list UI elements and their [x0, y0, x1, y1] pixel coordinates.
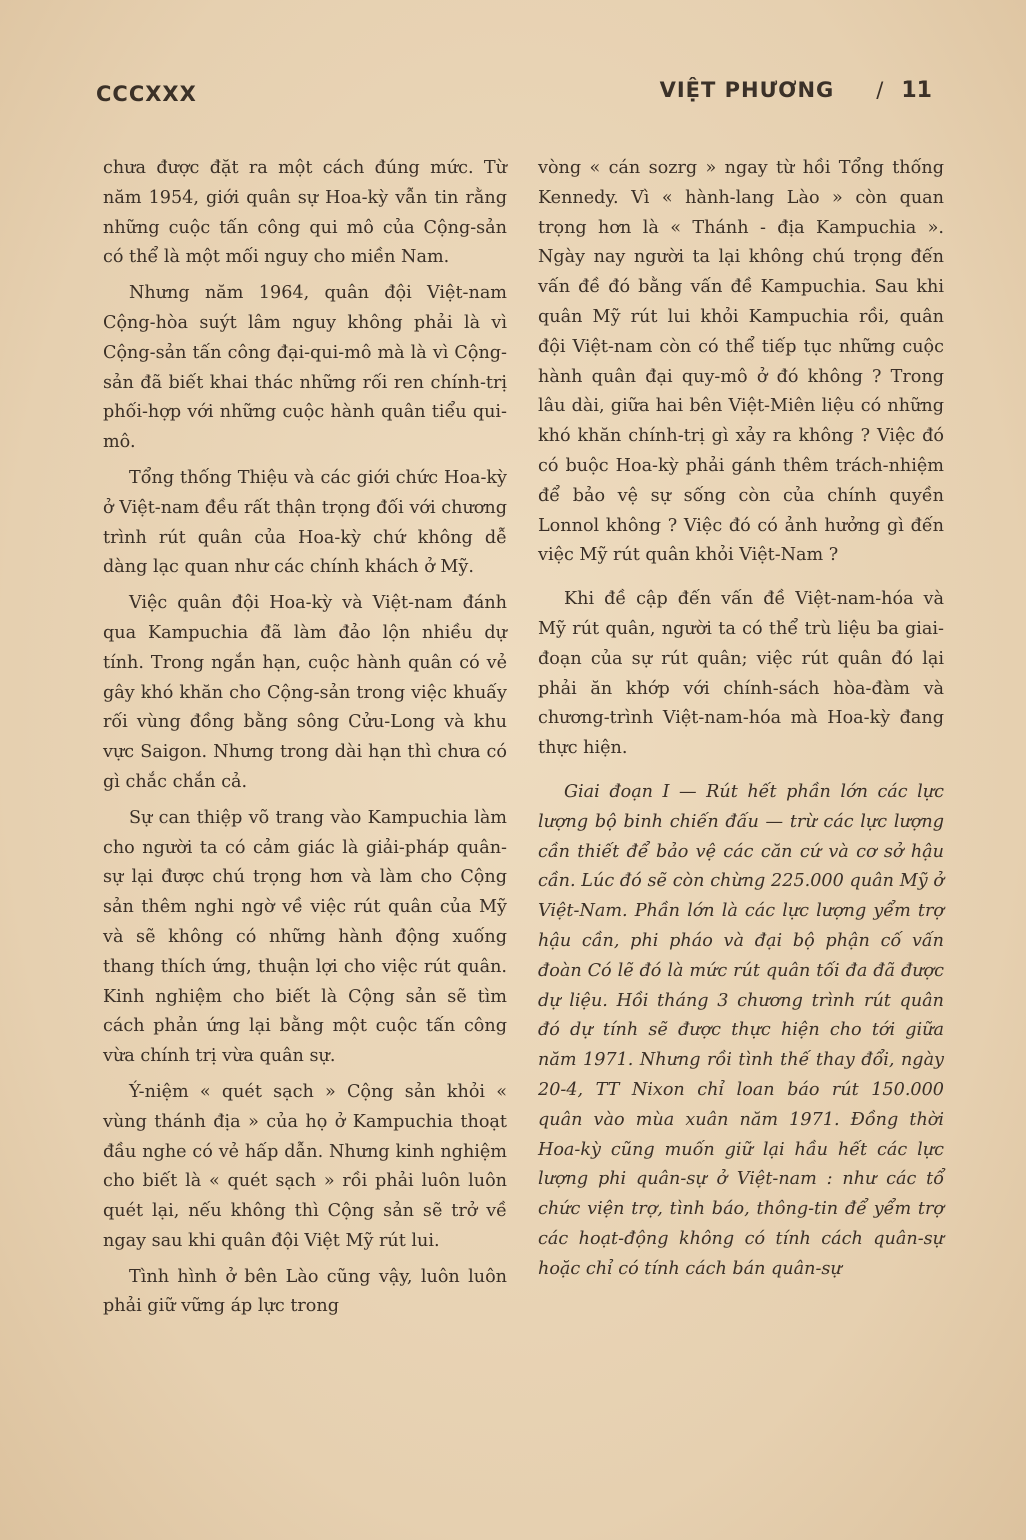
paragraph: Khi đề cập đến vấn đề Việt-nam-hóa và Mỹ rút quân, người ta có thể trù liệu ba giai-đoạn của sự rút quân; việc rút quân đó lại phải ăn khớp với chính-sách hòa-đàm và chương-trình Việt-nam-hóa mà Hoa-kỳ đang thực hiện.: [538, 589, 944, 759]
header-right: [660, 78, 932, 103]
right-column: [538, 154, 944, 1290]
paragraph: chưa được đặt ra một cách đúng mức. Từ năm 1954, giới quân sự Hoa-kỳ vẫn tin rằng những cuộc tấn công qui mô của Cộng-sản có thể là một mối nguy cho miền Nam.: [103, 158, 507, 268]
page-number: 11: [901, 78, 932, 103]
paragraph: Việc quân đội Hoa-kỳ và Việt-nam đánh qua Kampuchia đã làm đảo lộn nhiều dự tính. Trong ngắn hạn, cuộc hành quân có vẻ gây khó khăn cho Cộng-sản trong việc khuấy rối vùng đồng bằng sông Cửu-Long và khu vực Saigon. Nhưng trong dài hạn thì chưa có gì chắc chắn cả.: [103, 593, 507, 792]
paragraph: Tổng thống Thiệu và các giới chức Hoa-kỳ ở Việt-nam đều rất thận trọng đối với chương trình rút quân của Hoa-kỳ chứ không dễ dàng lạc quan như các chính khách ở Mỹ.: [103, 467, 507, 578]
header-title: VIỆT PHƯƠNG: [659, 78, 835, 102]
paragraph: Ý-niệm « quét sạch » Cộng sản khỏi « vùng thánh địa » của họ ở Kampuchia thoạt đầu nghe có vẻ hấp dẫn. Nhưng kinh nghiệm cho biết là « quét sạch » rồi phải luôn luôn quét lại, nếu không thì Cộng sản sẽ trở về ngay sau khi quân đội Việt Mỹ rút lui.: [103, 1081, 507, 1251]
paragraph: vòng « cán sozrg » ngay từ hồi Tổng thống Kennedy. Vì « hành-lang Lào » còn quan trọng hơn là « Thánh - địa Kampuchia ». Ngày nay người ta lại không chú trọng đến vấn đề đó bằng vấn đề Kampuchia. Sau khi quân Mỹ rút lui khỏi Kampuchia rồi, quân đội Việt-nam còn có thể tiếp tục những cuộc hành quân đại quy-mô ở đó không ? Trong lâu dài, giữa hai bên Việt-Miên liệu có những khó khăn chính-trị gì xảy ra không ? Việc đó có buộc Hoa-kỳ phải gánh thêm trách-nhiệm để bảo vệ sự sống còn của chính quyền Lonnol không ? Việc đó có ảnh hưởng gì đến việc Mỹ rút quân khỏi Việt-Nam ?: [538, 158, 944, 566]
paragraph: Tình hình ở bên Lào cũng vậy, luôn luôn phải giữ vững áp lực trong: [103, 1266, 507, 1317]
paragraph: Giai đoạn I — Rút hết phần lớn các lực lượng bộ binh chiến đấu — trừ các lực lượng cần thiết để bảo vệ các căn cứ và cơ sở hậu cần. Lúc đó sẽ còn chừng 225.000 quân Mỹ ở Việt-Nam. Phần lớn là các lực lượng yểm trợ hậu cần, phi pháo và đại bộ phận cố vấn đoàn Có lẽ đó là mức rút quân tối đa đã được dự liệu. Hồi tháng 3 chương trình rút quân đó dự tính sẽ được thực hiện cho tới giữa năm 1971. Nhưng rồi tình thế thay đổi, ngày 20-4, TT Nixon chỉ loan báo rút 150.000 quân vào mùa xuân năm 1971. Đồng thời Hoa-kỳ cũng muốn giữ lại hầu hết các lực lượng phi quân-sự ở Việt-nam : như các tổ chức viện trợ, tình báo, thông-tin để yểm trợ các hoạt-động không có tính cách quân-sự hoặc chỉ có tính cách bán quân-sự: [538, 781, 944, 1279]
page-header: [96, 78, 932, 108]
header-separator: /: [876, 78, 884, 102]
paragraph: Nhưng năm 1964, quân đội Việt-nam Cộng-hòa suýt lâm nguy không phải là vì Cộng-sản tấn công đại-qui-mô mà là vì Cộng-sản đã biết khai thác những rối ren chính-trị phối-hợp với những cuộc hành quân tiểu qui-mô.: [103, 283, 507, 453]
left-column: [103, 154, 507, 1328]
paragraph: Sự can thiệp võ trang vào Kampuchia làm cho người ta có cảm giác là giải-pháp quân-sự lại được chú trọng hơn và làm cho Cộng sản thêm nghi ngờ về việc rút quân của Mỹ và sẽ không có những hành động xuống thang thích ứng, thuận lợi cho việc rút quân. Kinh nghiệm cho biết là Cộng sản sẽ tìm cách phản ứng lại bằng một cuộc tấn công vừa chính trị vừa quân sự.: [103, 807, 507, 1067]
header-section-code: CCCXXX: [96, 82, 197, 106]
